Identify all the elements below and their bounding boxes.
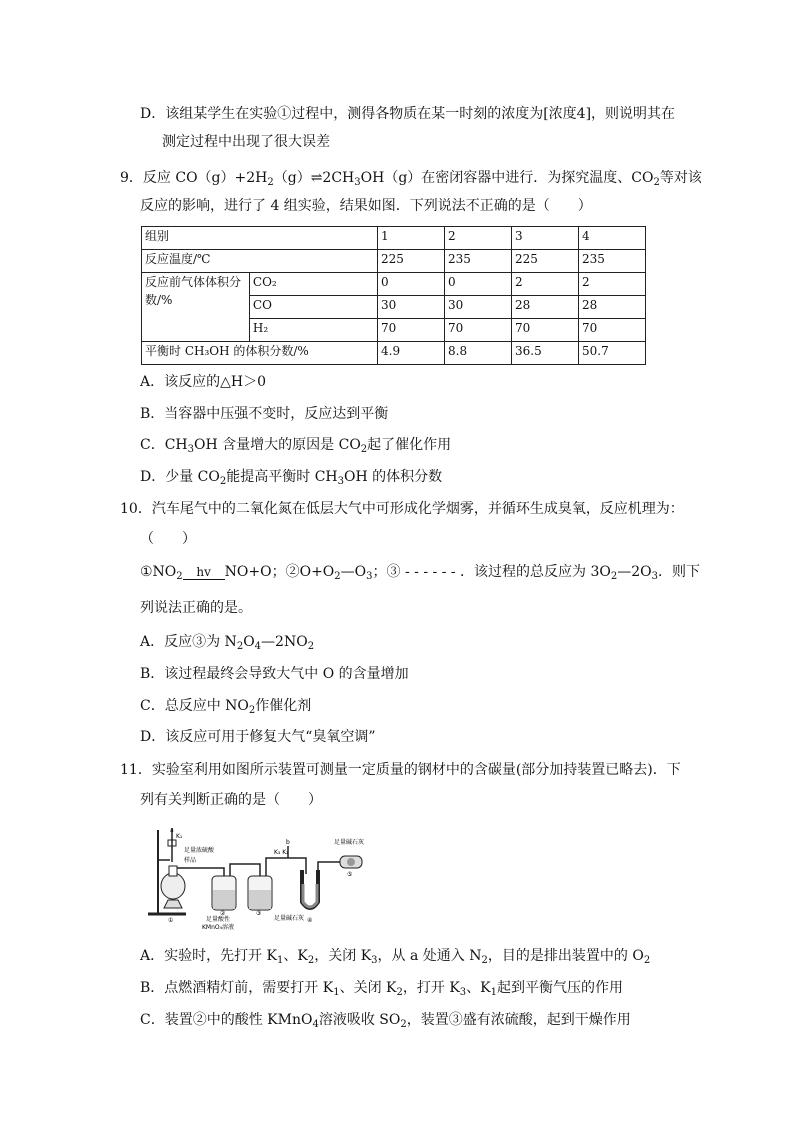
subscript: 2 [481, 955, 488, 966]
subscript: 2 [267, 177, 274, 188]
subscript: 2 [307, 641, 315, 652]
label-sample: 样品 [184, 857, 197, 864]
label-n4: ④ [307, 917, 313, 924]
q11-stem-line2: 列有关判断正确的是（ ） [140, 792, 322, 808]
table-cell: 3 [512, 227, 579, 250]
table-cell: 235 [579, 250, 646, 273]
subscript: 2 [236, 641, 244, 652]
q9-stem-line1 [120, 168, 702, 188]
subscript: 3 [337, 476, 344, 487]
q10-option-d: D．该反应可用于修复大气“臭氧空调” [140, 729, 376, 745]
text-part: B．点燃酒精灯前，需要打开 K [140, 980, 334, 996]
subscript: 2 [307, 955, 315, 966]
table-cell: 225 [512, 250, 579, 273]
subscript: 2 [643, 955, 651, 966]
subscript: 2 [653, 177, 660, 188]
text-part: C．CH [140, 437, 188, 453]
text-part: 起了催化作用 [367, 437, 452, 453]
subscript: 4 [312, 1019, 319, 1030]
text-part: 、K [283, 948, 308, 964]
subscript: 2 [360, 444, 368, 455]
text-part: C．装置②中的酸性 KMnO [140, 1012, 313, 1028]
text-part: ；③ - - - - - - ．该过程的总反应为 3O [372, 564, 611, 580]
q9-stem-line2: 反应的影响，进行了 4 组实验，结果如图．下列说法不正确的是（ ） [140, 198, 592, 214]
text-part: —2NO [261, 634, 308, 650]
q8-option-d [140, 104, 675, 124]
label-k3k2: K₃ K₂ [274, 849, 289, 856]
q10-mechanism [140, 562, 700, 586]
table-cell: 0 [445, 273, 512, 296]
text-part: ．则下 [658, 564, 701, 580]
q10-stem-line1: 10．汽车尾气中的二氧化氮在低层大气中可形成化学烟雾，并循环生成臭氧，反应机理为： [120, 501, 684, 517]
table-cell: 8.8 [445, 342, 512, 365]
subscript: 2 [219, 476, 227, 487]
q10-option-c [140, 696, 311, 716]
q9-option-a: A．该反应的△H＞0 [140, 374, 266, 390]
q9-stem-part: OH（g）在密闭容器中进行．为探究温度、CO [360, 170, 654, 186]
subscript: 3 [187, 444, 195, 455]
subscript: 3 [371, 955, 378, 966]
text-part: ，关闭 K [314, 948, 372, 964]
label-lime-top: 足量碱石灰 [334, 839, 365, 846]
apparatus-diagram [146, 826, 378, 931]
label-b: b [286, 839, 290, 846]
label-kmno4-1: 足量酸性 [206, 916, 231, 923]
table-cell: H₂ [249, 319, 377, 342]
q9-stem-part: 等对该 [659, 170, 702, 186]
table-cell: 36.5 [512, 342, 579, 365]
subscript: 3 [459, 987, 467, 998]
text-part: 作催化剂 [255, 698, 312, 714]
text-part: A．实验时，先打开 K [140, 948, 278, 964]
subscript: 4 [254, 641, 262, 652]
subscript: 3 [651, 571, 659, 582]
subscript: 3 [366, 571, 373, 582]
text-part: 、关闭 K [339, 980, 397, 996]
q8-option-d-line2: 测定过程中出现了很大误差 [162, 134, 330, 150]
label-n2: ② [220, 910, 226, 917]
q9-stem-part: 9．反应 CO（g）+2H [120, 170, 268, 186]
text-part: —O [340, 564, 367, 580]
q11-stem-line1: 11．实验室利用如图所示装置可测量一定质量的钢材中的含碳量(部分加持装置已略去)．下 [120, 762, 681, 778]
table-row [142, 273, 646, 296]
label-a: a [170, 827, 174, 834]
table-cell: 30 [445, 296, 512, 319]
subscript: 1 [490, 987, 498, 998]
subscript: 1 [333, 987, 340, 998]
q10-stem-line2: （ ） [140, 531, 196, 547]
table-cell: 70 [445, 319, 512, 342]
table-cell: 70 [579, 319, 646, 342]
label-n3: ③ [256, 910, 262, 917]
table-cell: 235 [445, 250, 512, 273]
table-row [142, 342, 646, 365]
q9-stem-part: （g）⇌2CH [273, 170, 355, 186]
text-part: 起到平衡气压的作用 [497, 980, 624, 996]
table-cell: 70 [378, 319, 445, 342]
table-cell: 70 [512, 319, 579, 342]
table-cell: 平衡时 CH₃OH 的体积分数/% [142, 342, 378, 365]
text-part: 、K [466, 980, 491, 996]
reaction-condition-arrow [183, 566, 225, 586]
table-cell: 2 [512, 273, 579, 296]
text-part: O [243, 634, 255, 650]
table-cell: 2 [445, 227, 512, 250]
table-cell: 反应前气体体积分数/% [142, 273, 250, 342]
q9-data-table [141, 226, 646, 365]
table-cell: 0 [378, 273, 445, 296]
table-cell: 28 [512, 296, 579, 319]
label-lime-u: 足量碱石灰 [274, 915, 305, 922]
table-row [142, 227, 646, 250]
text-part: 能提高平衡时 CH [226, 469, 338, 485]
table-row [142, 250, 646, 273]
subscript: 2 [248, 705, 256, 716]
text-part: D．少量 CO [140, 469, 220, 485]
subscript: 3 [354, 177, 361, 188]
label-n5: ⑤ [347, 871, 353, 878]
table-cell: 225 [378, 250, 445, 273]
text-part: A．反应③为 N [140, 634, 237, 650]
text-part: ，打开 K [402, 980, 460, 996]
table-cell: CO [249, 296, 377, 319]
subscript: 1 [277, 955, 284, 966]
text-part: ，目的是排出装置中的 O [487, 948, 644, 964]
q11-option-b [140, 978, 623, 998]
table-cell: 4.9 [378, 342, 445, 365]
text-part: ，装置③盛有浓硫酸，起到干燥作用 [406, 1012, 631, 1028]
label-k1: K₁ [176, 833, 183, 840]
text-part: C．总反应中 NO [140, 698, 249, 714]
q10-stem-line4: 列说法正确的是。 [140, 600, 252, 616]
table-cell: 4 [579, 227, 646, 250]
q9-option-d [140, 467, 442, 487]
table-cell: 反应温度/℃ [142, 250, 378, 273]
table-cell: CO₂ [249, 273, 377, 296]
table-cell: 28 [579, 296, 646, 319]
subscript: 2 [176, 571, 183, 582]
q10-option-a [140, 632, 314, 652]
subscript: 2 [334, 571, 341, 582]
subscript: 2 [400, 1019, 407, 1030]
table-cell: 50.7 [579, 342, 646, 365]
text-part: NO+O；②O+O [224, 564, 335, 580]
q11-option-c [140, 1010, 631, 1030]
q9-option-b: B．当容器中压强不变时，反应达到平衡 [140, 406, 389, 422]
table-cell: 2 [579, 273, 646, 296]
label-n1: ① [168, 917, 174, 924]
q8-option-d-line1: D．该组某学生在实验①过程中，测得各物质在某一时刻的浓度为[浓度4]，则说明其在 [140, 106, 676, 122]
text-part: OH 的体积分数 [344, 469, 443, 485]
subscript: 2 [396, 987, 403, 998]
label-acid: 足量浓硫酸 [184, 847, 215, 854]
table-cell: 组别 [142, 227, 378, 250]
q11-option-a [140, 946, 650, 966]
text-part: 溶液吸收 SO [318, 1012, 401, 1028]
table-cell: 30 [378, 296, 445, 319]
subscript: 2 [610, 571, 618, 582]
table-cell: 1 [378, 227, 445, 250]
q9-option-c [140, 435, 451, 455]
q10-option-b: B．该过程最终会导致大气中 O 的含量增加 [140, 666, 409, 682]
text-part: ，从 a 处通入 N [377, 948, 482, 964]
text-part: OH 含量增大的原因是 CO [194, 437, 361, 453]
label-kmno4-2: KMnO₄溶液 [202, 924, 235, 931]
text-part: —2O [617, 564, 652, 580]
text-part: ①NO [140, 564, 177, 580]
reaction-condition: hv [196, 565, 211, 579]
